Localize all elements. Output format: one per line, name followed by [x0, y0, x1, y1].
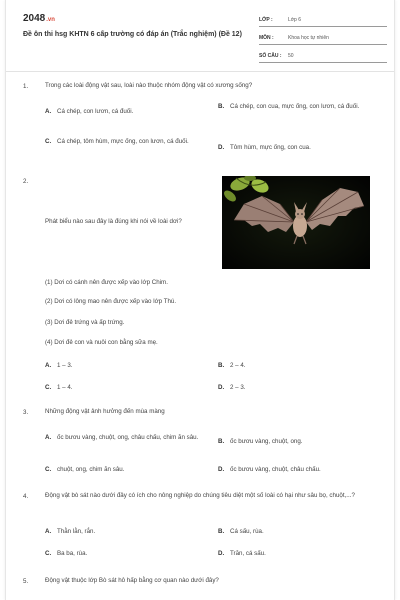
- statement-3: (3) Dơi đẻ trứng và ấp trứng.: [45, 319, 125, 326]
- option-b[interactable]: [218, 102, 383, 112]
- option-text: Cá sấu, rùa.: [230, 528, 264, 535]
- option-letter: A.: [45, 362, 52, 370]
- meta-subject-row: [259, 32, 387, 45]
- question-number: 1.: [23, 83, 29, 90]
- option-letter: A.: [45, 434, 52, 442]
- option-text: Trăn, cá sấu.: [230, 550, 266, 557]
- option-letter: A.: [45, 108, 52, 116]
- option-text: Cá chép, tôm hùm, mực ống, con lươn, cá đuối.: [57, 138, 189, 145]
- option-d[interactable]: [218, 143, 383, 153]
- option-letter: B.: [218, 362, 225, 370]
- question-text: Động vật bò sát nào dưới đây có ích cho nông nghiệp do chúng tiêu diệt một số loài có hại như sâu bọ, chuột,...?: [45, 492, 355, 499]
- exam-title: Đề ôn thi hsg KHTN 6 cấp trường có đáp án (Trắc nghiệm) (Đề 12): [23, 31, 242, 38]
- option-letter: A.: [45, 528, 52, 536]
- option-letter: B.: [218, 528, 225, 536]
- meta-class-value: Lớp 6: [288, 17, 302, 23]
- option-d[interactable]: [218, 383, 378, 393]
- option-letter: C.: [45, 138, 52, 146]
- meta-class-label: LỚP :: [259, 17, 273, 23]
- question-text: Trong các loài động vật sau, loài nào thuộc nhóm động vật có xương sống?: [45, 82, 253, 89]
- header-divider: [6, 71, 394, 72]
- question-number: 3.: [23, 409, 29, 416]
- question-number: 4.: [23, 493, 29, 500]
- option-c[interactable]: [45, 549, 205, 559]
- meta-subject-value: Khoa học tự nhiên: [288, 35, 329, 41]
- option-text: 2 – 3.: [230, 384, 246, 391]
- option-text: ốc bươu vàng, chuột, ong.: [230, 438, 303, 445]
- bat-illustration: [222, 176, 370, 269]
- option-text: Thằn lằn, rắn.: [57, 528, 96, 535]
- meta-subject-label: MÔN :: [259, 35, 274, 41]
- option-d[interactable]: [218, 549, 378, 559]
- option-text: Cá chép, con lươn, cá đuối.: [57, 108, 134, 115]
- meta-count-value: 50: [288, 53, 294, 59]
- option-b[interactable]: [218, 437, 383, 447]
- bat-photo: [222, 176, 370, 269]
- option-letter: C.: [45, 466, 52, 474]
- brand-suffix: .vn: [46, 17, 55, 23]
- option-text: 1 – 3.: [57, 362, 73, 369]
- option-letter: C.: [45, 550, 52, 558]
- option-text: 2 – 4.: [230, 362, 246, 369]
- statement-4: (4) Dơi đẻ con và nuôi con bằng sữa mẹ.: [45, 339, 158, 346]
- option-text: Tôm hùm, mực ống, con cua.: [230, 144, 311, 151]
- statement-1: (1) Dơi có cánh nên được xếp vào lớp Chim.: [45, 279, 168, 286]
- option-letter: D.: [218, 144, 225, 152]
- meta-count-row: [259, 50, 387, 63]
- option-letter: D.: [218, 384, 225, 392]
- option-text: ốc bươu vàng, chuột, ong, châu chấu, chim ăn sâu.: [57, 434, 199, 441]
- question-text: Phát biểu nào sau đây là đúng khi nói về loài dơi?: [45, 218, 182, 225]
- option-c[interactable]: [45, 137, 205, 147]
- option-c[interactable]: [45, 465, 210, 475]
- option-a[interactable]: [45, 433, 215, 443]
- meta-class-row: [259, 14, 387, 27]
- option-c[interactable]: [45, 383, 205, 393]
- meta-count-label: SỐ CÂU :: [259, 53, 282, 59]
- option-text: chuột, ong, chim ăn sâu.: [57, 466, 125, 473]
- option-letter: D.: [218, 550, 225, 558]
- brand-logo[interactable]: [23, 13, 55, 24]
- question-text: Động vật thuộc lớp Bò sát hô hấp bằng cơ quan nào dưới đây?: [45, 577, 219, 584]
- option-b[interactable]: [218, 527, 378, 537]
- question-number: 2.: [23, 178, 29, 185]
- option-letter: D.: [218, 466, 225, 474]
- exam-meta: [259, 14, 387, 68]
- option-a[interactable]: [45, 361, 205, 371]
- brand-name: 2048: [23, 13, 46, 24]
- option-text: Cá chép, con cua, mực ống, con lươn, cá đuối.: [230, 103, 360, 110]
- option-text: ốc bươu vàng, chuột, châu chấu.: [230, 466, 321, 473]
- option-text: Ba ba, rùa.: [57, 550, 88, 557]
- option-b[interactable]: [218, 361, 378, 371]
- option-letter: B.: [218, 103, 225, 111]
- option-a[interactable]: [45, 107, 205, 117]
- option-letter: C.: [45, 384, 52, 392]
- question-text: Những động vật ảnh hưởng đến mùa màng: [45, 408, 165, 415]
- option-d[interactable]: [218, 465, 383, 475]
- exam-page: [5, 0, 395, 600]
- option-text: 1 – 4.: [57, 384, 73, 391]
- question-number: 5.: [23, 578, 29, 585]
- option-letter: B.: [218, 438, 225, 446]
- statement-2: (2) Dơi có lông mao nên được xếp vào lớp Thú.: [45, 298, 177, 305]
- exam-header: [6, 0, 394, 64]
- option-a[interactable]: [45, 527, 205, 537]
